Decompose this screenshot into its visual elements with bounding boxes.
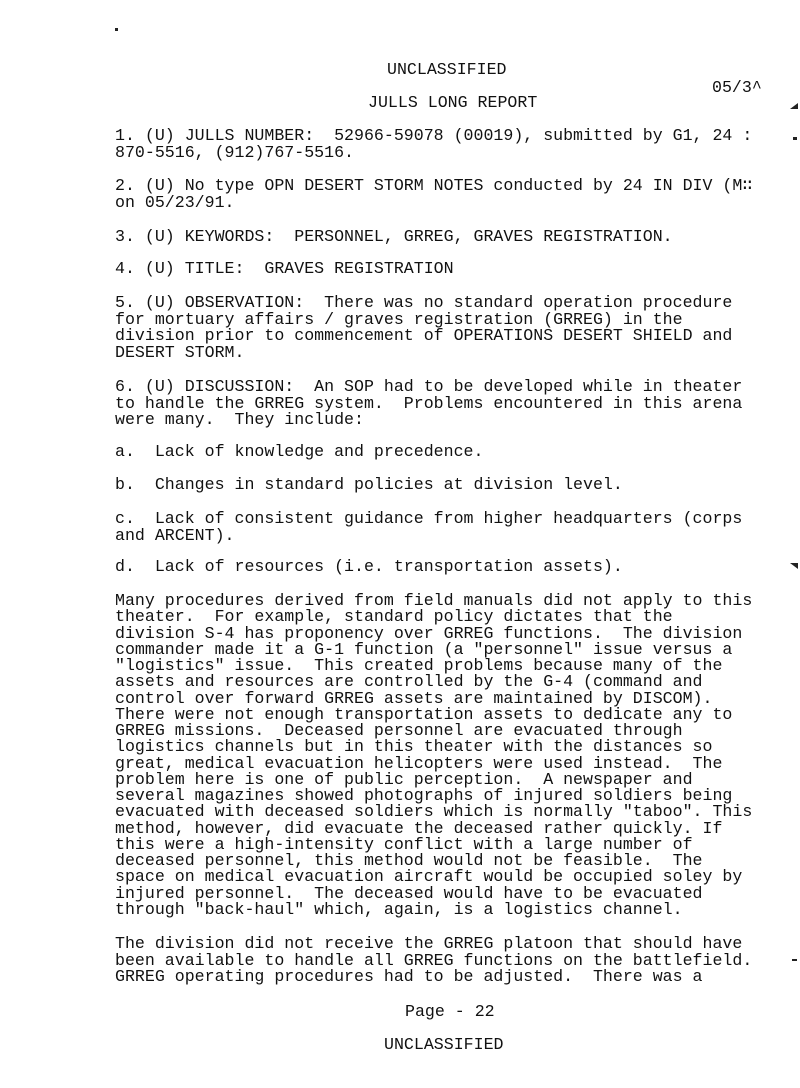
text-line: Many procedures derived from field manuals did not apply to this: [115, 591, 753, 610]
scan-speck: [115, 28, 118, 31]
text-line: through "back-haul" which, again, is a logistics channel.: [115, 899, 683, 919]
date-fragment: 05/3^: [712, 78, 762, 97]
classification-footer: UNCLASSIFIED: [384, 1035, 504, 1054]
text-line: There were not enough transportation assets to dedicate any to: [115, 704, 733, 724]
paragraph: [115, 559, 623, 576]
text-line: GRREG missions. Deceased personnel are evacuated through: [115, 721, 683, 740]
paragraph: [115, 295, 732, 361]
text-line: division S-4 has proponency over GRREG functions. The division: [115, 623, 743, 643]
text-line: on 05/23/91.: [115, 192, 235, 212]
text-line: a. Lack of knowledge and precedence.: [115, 442, 484, 461]
report-title: JULLS LONG REPORT: [368, 93, 538, 112]
scan-speck: [793, 137, 797, 140]
text-line: space on medical evacuation aircraft would be occupied soley by: [115, 867, 743, 887]
text-line: method, however, did evacuate the deceased rather quickly. If: [115, 818, 723, 838]
text-line: been available to handle all GRREG functions on the battlefield.: [115, 950, 753, 970]
text-line: 4. (U) TITLE: GRAVES REGISTRATION: [115, 259, 454, 278]
text-line: control over forward GRREG assets are maintained by DISCOM).: [115, 688, 713, 708]
text-line: DESERT STORM.: [115, 342, 245, 362]
scan-speck: [790, 563, 798, 569]
paragraph: [115, 128, 752, 161]
text-line: c. Lack of consistent guidance from higher headquarters (corps: [115, 509, 743, 528]
text-line: and ARCENT).: [115, 525, 235, 545]
text-line: The division did not receive the GRREG platoon that should have: [115, 934, 743, 953]
text-line: evacuated with deceased soldiers which is normally "taboo". This: [115, 802, 753, 822]
text-line: deceased personnel, this method would not be feasible. The: [115, 851, 703, 870]
classification-header: UNCLASSIFIED: [387, 60, 507, 79]
text-line: several magazines showed photographs of injured soldiers being: [115, 786, 733, 805]
paragraph: [115, 593, 752, 918]
text-line: 870-5516, (912)767-5516.: [115, 142, 354, 162]
text-line: problem here is one of public perception. A newspaper and: [115, 769, 693, 789]
paragraph: [115, 261, 454, 278]
paragraph: [115, 444, 483, 461]
text-line: 3. (U) KEYWORDS: PERSONNEL, GRREG, GRAVES REGISTRATION.: [115, 227, 673, 246]
text-line: for mortuary affairs / graves registration (GRREG) in the: [115, 309, 683, 329]
text-line: "logistics" issue. This created problems because many of the: [115, 656, 723, 675]
text-line: 6. (U) DISCUSSION: An SOP had to be developed while in theater: [115, 377, 743, 396]
text-line: injured personnel. The deceased would have to be evacuated: [115, 883, 703, 903]
text-line: this were a high-intensity conflict with a large number of: [115, 834, 693, 854]
text-line: logistics channels but in this theater with the distances so: [115, 737, 713, 757]
paragraph: [115, 379, 742, 429]
text-line: 1. (U) JULLS NUMBER: 52966-59078 (00019), submitted by G1, 24 :: [115, 126, 753, 145]
text-line: to handle the GRREG system. Problems encountered in this arena: [115, 393, 743, 413]
text-line: division prior to commencement of OPERATIONS DESERT SHIELD and: [115, 326, 733, 345]
text-line: great, medical evacuation helicopters were used instead. The: [115, 753, 723, 773]
paragraph: [115, 229, 673, 246]
text-line: d. Lack of resources (i.e. transportation assets).: [115, 557, 623, 576]
paragraph: [115, 936, 752, 986]
text-line: GRREG operating procedures had to be adjusted. There was a: [115, 967, 703, 986]
scan-speck: [790, 103, 798, 109]
text-line: were many. They include:: [115, 410, 364, 429]
text-line: commander made it a G-1 function (a "personnel" issue versus a: [115, 639, 733, 659]
text-line: 5. (U) OBSERVATION: There was no standard operation procedure: [115, 293, 733, 312]
paragraph: [115, 477, 623, 494]
text-line: theater. For example, standard policy dictates that the: [115, 607, 673, 627]
page-number: Page - 22: [405, 1002, 495, 1021]
text-line: assets and resources are controlled by the G-4 (command and: [115, 672, 703, 692]
text-line: b. Changes in standard policies at division level.: [115, 475, 623, 494]
scan-speck: [792, 959, 797, 961]
text-line: 2. (U) No type OPN DESERT STORM NOTES conducted by 24 IN DIV (M∷: [115, 176, 753, 195]
paragraph: [115, 178, 752, 211]
paragraph: [115, 511, 742, 544]
